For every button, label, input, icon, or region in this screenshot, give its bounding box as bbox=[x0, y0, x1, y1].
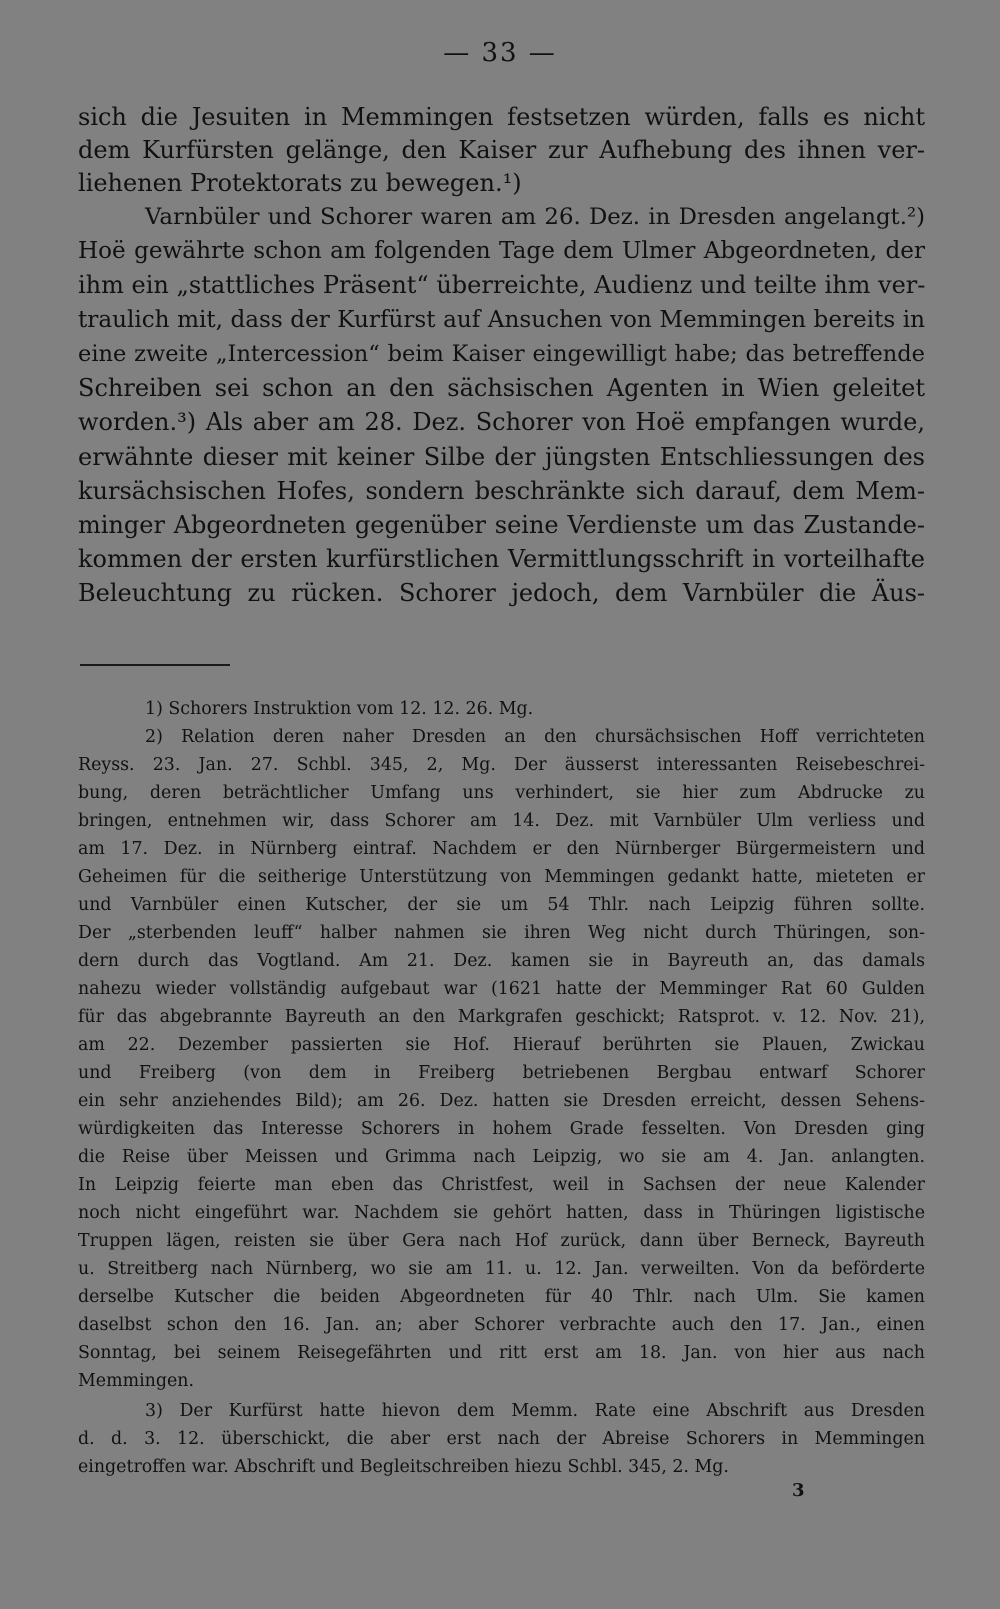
footnote-line: am 17. Dez. in Nürnberg eintraf. Nachdem er den Nürnberger Bürgermeistern und bbox=[78, 839, 925, 859]
footnote-line: Sonntag, bei seinem Reisegefährten und ritt erst am 18. Jan. von hier aus nach bbox=[78, 1343, 925, 1363]
footnote-line: 2) Relation deren naher Dresden an den chursächsischen Hoff verrichteten bbox=[145, 727, 925, 747]
footnote-line: Reyss. 23. Jan. 27. Schbl. 345, 2, Mg. Der äusserst interessanten Reisebeschrei- bbox=[78, 755, 925, 775]
body-line: minger Abgeordneten gegenüber seine Verdienste um das Zustande- bbox=[78, 511, 925, 539]
footnote-line: noch nicht eingeführt war. Nachdem sie gehört hatten, dass in Thüringen ligistische bbox=[78, 1203, 925, 1223]
footnote-line: 3) Der Kurfürst hatte hievon dem Memm. Rate eine Abschrift aus Dresden bbox=[145, 1401, 925, 1421]
footnote-line: daselbst schon den 16. Jan. an; aber Schorer verbrachte auch den 17. Jan., einen bbox=[78, 1315, 925, 1335]
body-line: Hoë gewährte schon am folgenden Tage dem Ulmer Abgeordneten, der bbox=[78, 238, 925, 264]
footnote-line: dern durch das Vogtland. Am 21. Dez. kamen sie in Bayreuth an, das damals bbox=[78, 951, 925, 971]
body-line: worden.³) Als aber am 28. Dez. Schorer von Hoë empfangen wurde, bbox=[78, 408, 925, 436]
footnote-line: und Varnbüler einen Kutscher, der sie um 54 Thlr. nach Leipzig führen sollte. bbox=[78, 895, 925, 915]
body-line: ihm ein „stattliches Präsent“ überreichte, Audienz und teilte ihm ver- bbox=[78, 271, 926, 299]
footnote-line: am 22. Dezember passierten sie Hof. Hierauf berührten sie Plauen, Zwickau bbox=[78, 1035, 925, 1055]
footnote-line: u. Streitberg nach Nürnberg, wo sie am 11. u. 12. Jan. verweilten. Von da beförderte bbox=[78, 1259, 925, 1279]
page-number: — 33 — bbox=[443, 38, 557, 68]
body-line: erwähnte dieser mit keiner Silbe der jüngsten Entschliessungen des bbox=[78, 443, 925, 471]
footnote-line: In Leipzig feierte man eben das Christfest, weil in Sachsen der neue Kalender bbox=[78, 1175, 925, 1195]
footnote-line: d. d. 3. 12. überschickt, die aber erst nach der Abreise Schorers in Memmingen bbox=[78, 1429, 925, 1449]
footnote-line: die Reise über Meissen und Grimma nach Leipzig, wo sie am 4. Jan. anlangten. bbox=[78, 1147, 925, 1167]
footnote-line: 1) Schorers Instruktion vom 12. 12. 26. Mg. bbox=[145, 699, 534, 719]
body-line: Beleuchtung zu rücken. Schorer jedoch, dem Varnbüler die Äus- bbox=[78, 579, 925, 607]
footnote-line: bringen, entnehmen wir, dass Schorer am 14. Dez. mit Varnbüler Ulm verliess und bbox=[78, 811, 925, 831]
footnote-line: bung, deren beträchtlicher Umfang uns verhindert, sie hier zum Abdrucke zu bbox=[78, 783, 925, 803]
body-line: eine zweite „Intercession“ beim Kaiser eingewilligt habe; das betreffende bbox=[78, 341, 925, 367]
body-line: dem Kurfürsten gelänge, den Kaiser zur Aufhebung des ihnen ver- bbox=[78, 136, 925, 164]
footnote-line: eingetroffen war. Abschrift und Begleitschreiben hiezu Schbl. 345, 2. Mg. bbox=[78, 1457, 729, 1477]
body-line: traulich mit, dass der Kurfürst auf Ansuchen von Memmingen bereits in bbox=[78, 307, 925, 333]
body-line: sich die Jesuiten in Memmingen festsetzen würden, falls es nicht bbox=[78, 103, 925, 131]
footnote-line: Memmingen. bbox=[78, 1371, 194, 1391]
footnote-line: Truppen lägen, reisten sie über Gera nach Hof zurück, dann über Berneck, Bayreuth bbox=[78, 1231, 925, 1251]
footnote-line: derselbe Kutscher die beiden Abgeordneten für 40 Thlr. nach Ulm. Sie kamen bbox=[78, 1287, 925, 1307]
footnote-line: ein sehr anziehendes Bild); am 26. Dez. hatten sie Dresden erreicht, dessen Sehens- bbox=[78, 1091, 925, 1111]
body-line: kommen der ersten kurfürstlichen Vermittlungsschrift in vorteilhafte bbox=[78, 545, 925, 573]
body-line: kursächsischen Hofes, sondern beschränkte sich darauf, dem Mem- bbox=[78, 477, 925, 505]
body-line: Schreiben sei schon an den sächsischen Agenten in Wien geleitet bbox=[78, 374, 925, 402]
footnote-line: und Freiberg (von dem in Freiberg betriebenen Bergbau entwarf Schorer bbox=[78, 1063, 925, 1083]
footnote-line: für das abgebrannte Bayreuth an den Markgrafen geschickt; Ratsprot. v. 12. Nov. 21), bbox=[78, 1007, 925, 1027]
footnote-line: Der „sterbenden leuff“ halber nahmen sie ihren Weg nicht durch Thüringen, son- bbox=[78, 923, 925, 943]
body-line: liehenen Protektorats zu bewegen.¹) bbox=[78, 169, 522, 197]
body-line: Varnbüler und Schorer waren am 26. Dez. in Dresden angelangt.²) bbox=[145, 204, 925, 230]
footnote-line: würdigkeiten das Interesse Schorers in hohem Grade fesselten. Von Dresden ging bbox=[78, 1119, 925, 1139]
footnote-separator bbox=[80, 664, 230, 666]
footnote-line: Geheimen für die seitherige Unterstützung von Memmingen gedankt hatte, mieteten er bbox=[78, 867, 925, 887]
footnote-line: nahezu wieder vollständig aufgebaut war (1621 hatte der Memminger Rat 60 Gulden bbox=[78, 979, 925, 999]
signature-mark: 3 bbox=[792, 1480, 805, 1501]
